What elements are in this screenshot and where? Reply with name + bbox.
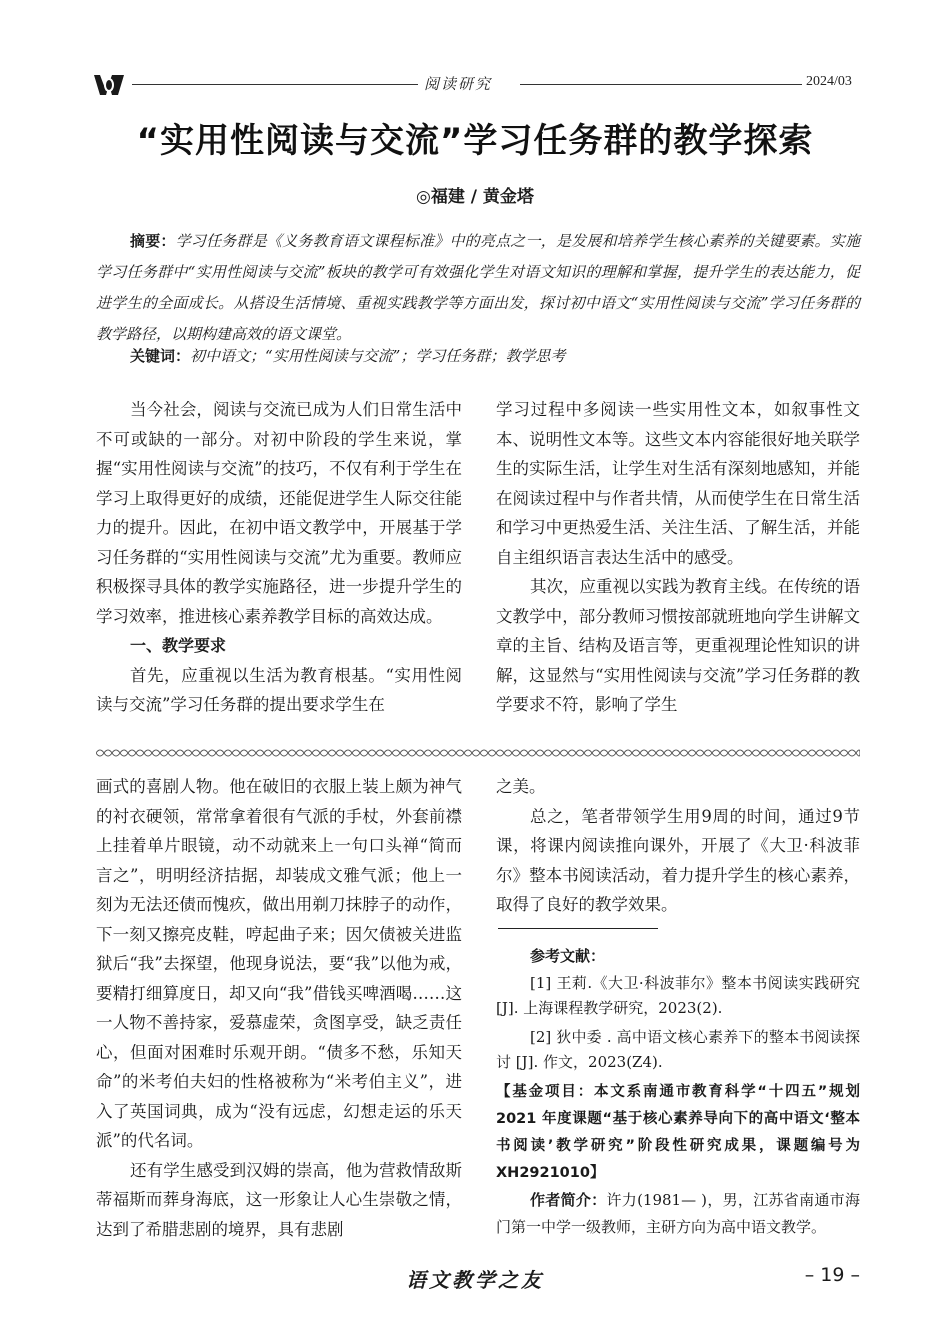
keywords [130, 341, 860, 372]
abstract-label: 摘要： [130, 232, 176, 250]
header-rule-left [132, 84, 418, 85]
issue-number: 2024/03 [806, 74, 852, 89]
journal-logo-icon [92, 71, 126, 99]
keywords-label: 关键词： [130, 347, 191, 365]
paragraph: 学习过程中多阅读一些实用性文本，如叙事性文本、说明性文本等。这些文本内容能很好地关联学生的实际生活，让学生对生活有深刻地感知，并能在阅读过程中与作者共情，从而使学生在日常生活和学习中更热爱生活、关注生活、了解生活，并能自主组织语言表达生活中的感受。 [496, 400, 860, 567]
author-bio-label: 作者简介： [530, 1191, 607, 1209]
paragraph: 画式的喜剧人物。他在破旧的衣服上装上颇为神气的衬衣硬领，常常拿着很有气派的手杖，外套前襟上挂着单片眼镜，动不动就来上一句口头禅“简而言之”，明明经济拮据，却装成文雅气派；他上一刻为无法还债而愧疚，做出用剃刀抹脖子的动作，下一刻又擦亮皮鞋，哼起曲子来；因欠债被关进监狱后“我”去探望，他现身说法，要“我”以他为戒，要精打细算度日，却又向“我”借钱买啤酒喝……这一人物不善持家，爱慕虚荣，贪图享受，缺乏责任心，但面对困难时乐观开朗。“债多不愁，乐知天命”的米考伯夫妇的性格被称为“米考伯主义”，进入了英国词典，成为“没有远虑，幻想走运的乐天派”的代名词。 [96, 777, 462, 1150]
author-bio-text: 许力(1981— )，男，江苏省南通市海门第一中学一级教师，主研方向为高中语文教学。 [496, 1191, 860, 1236]
section-label: 阅读研究 [424, 75, 493, 93]
journal-name: 语文教学之友 [406, 1268, 544, 1292]
keywords-text: 初中语文；“实用性阅读与交流”；学习任务群；教学思考 [190, 347, 566, 365]
abstract-text: 学习任务群是《义务教育语文课程标准》中的亮点之一，是发展和培养学生核心素养的关键要素。实施学习任务群中“实用性阅读与交流”板块的教学可有效强化学生对语文知识的理解和掌握，提升学生的表达能力，促进学生的全面成长。从搭设生活情境、重视实践教学等方面出发，探讨初中语文“实用性阅读与交流”学习任务群的教学路径，以期构建高效的语文课堂。 [96, 232, 860, 343]
reference-item: [2] 狄中委 . 高中语文核心素养下的整本书阅读探讨 [J]. 作文，2023(Z4). [496, 1028, 860, 1071]
upper-right-column [496, 395, 860, 720]
abstract [96, 226, 860, 350]
lower-left-column [96, 772, 462, 1244]
paragraph: 首先，应重视以生活为教育根基。“实用性阅读与交流”学习任务群的提出要求学生在 [96, 665, 462, 714]
lower-right-column [496, 772, 860, 920]
decorative-divider [96, 746, 860, 760]
paragraph: 还有学生感受到汉姆的崇高，他为营救情敌斯蒂福斯而葬身海底，这一形象让人心生崇敬之情，达到了希腊悲剧的境界，具有悲剧 [96, 1160, 462, 1239]
section-heading: 一、教学要求 [130, 636, 227, 655]
header-rule-right [520, 84, 802, 85]
references-rule [498, 928, 658, 929]
page-number: – 19 – [804, 1264, 860, 1286]
article-title: “实用性阅读与交流”学习任务群的教学探索 [136, 121, 814, 161]
upper-left-column [96, 395, 462, 720]
paragraph: 当今社会，阅读与交流已成为人们日常生活中不可或缺的一部分。对初中阶段的学生来说，掌握“实用性阅读与交流”的技巧，不仅有利于学生在学习上取得更好的成绩，还能促进学生人际交往能力的提升。因此，在初中语文教学中，开展基于学习任务群的“实用性阅读与交流”尤为重要。教师应积极探寻具体的教学实施路径，进一步提升学生的学习效率，推进核心素养教学目标的高效达成。 [96, 400, 462, 626]
author-bio [496, 1187, 860, 1241]
reference-item: [1] 王莉.《大卫·科波菲尔》整本书阅读实践研究 [J]. 上海课程教学研究，2023(2). [496, 974, 860, 1017]
references-block [496, 942, 860, 1241]
fund-note: 【基金项目：本文系南通市教育科学“十四五”规划 2021 年度课题“基于核心素养导向下的高中语文‘整本书阅读’教学研究”阶段性研究成果，课题编号为 XH2921010】 [496, 1084, 860, 1181]
article-author: ◎福建 / 黄金塔 [416, 187, 534, 207]
paragraph: 之美。 [496, 777, 546, 796]
paragraph: 总之，笔者带领学生用9周的时间，通过9节课，将课内阅读推向课外，开展了《大卫·科波菲尔》整本书阅读活动，着力提升学生的核心素养，取得了良好的教学效果。 [496, 806, 860, 914]
paragraph: 其次，应重视以实践为教育主线。在传统的语文教学中，部分教师习惯按部就班地向学生讲解文章的主旨、结构及语言等，更重视理论性知识的讲解，这显然与“实用性阅读与交流”学习任务群的教学要求不符，影响了学生 [496, 577, 860, 714]
references-heading: 参考文献： [530, 947, 606, 965]
